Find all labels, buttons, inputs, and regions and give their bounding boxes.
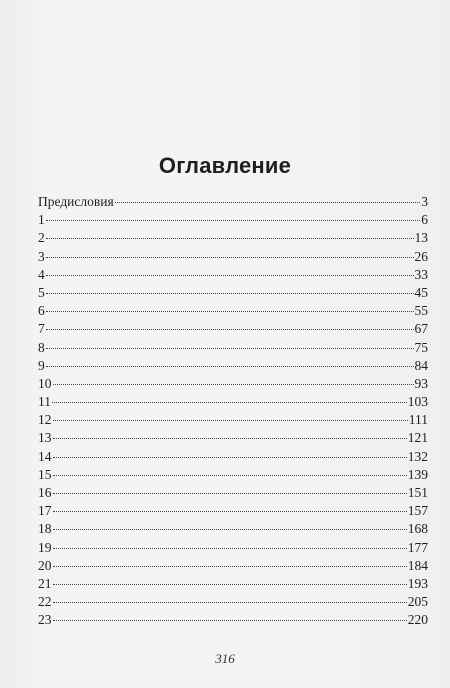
toc-entry-label: 12 — [38, 412, 52, 428]
toc-entry-label: 13 — [38, 430, 52, 446]
toc-entry-label: 21 — [38, 575, 52, 591]
toc-entry-page: 157 — [407, 503, 428, 519]
toc-entry-page: 205 — [407, 594, 428, 610]
toc-entry-label: 11 — [38, 394, 51, 410]
toc-entry-page: 121 — [407, 430, 428, 446]
toc-entry-label: 3 — [38, 248, 45, 264]
dot-leader — [115, 202, 421, 203]
dot-leader — [46, 293, 414, 294]
toc-entry-label: 4 — [38, 266, 45, 282]
dot-leader — [46, 238, 414, 239]
toc-entry — [38, 448, 428, 466]
toc-entry-page: 220 — [407, 612, 428, 628]
toc-entry-label: 7 — [38, 321, 45, 337]
toc-entry-label: Предисловия — [38, 194, 114, 209]
toc-entry-page: 45 — [414, 284, 428, 300]
toc-entry-label: 5 — [38, 284, 45, 300]
toc-entry-page: 26 — [414, 248, 428, 264]
toc-entry — [38, 411, 428, 429]
dot-leader — [53, 620, 407, 621]
toc-entry — [38, 375, 428, 393]
toc-entry — [38, 320, 428, 338]
toc-entry-label: 14 — [38, 448, 52, 464]
dot-leader — [53, 475, 407, 476]
toc-entry — [38, 266, 428, 284]
toc-entry — [38, 502, 428, 520]
dot-leader — [46, 275, 414, 276]
toc-entry-page: 84 — [414, 357, 428, 373]
toc-entry — [38, 302, 428, 320]
toc-entry-page: 13 — [414, 230, 428, 246]
toc-entry-page: 67 — [414, 321, 428, 337]
dot-leader — [53, 584, 407, 585]
toc-entry — [38, 539, 428, 557]
toc-entry-page: 3 — [421, 194, 428, 209]
toc-entry-page: 33 — [414, 266, 428, 282]
toc-entry — [38, 593, 428, 611]
toc-entry-label: 18 — [38, 521, 52, 537]
dot-leader — [46, 329, 414, 330]
toc-entry-label: 2 — [38, 230, 45, 246]
toc-entry-page: 168 — [407, 521, 428, 537]
toc-entry-page: 193 — [407, 575, 428, 591]
toc-entry-page: 151 — [407, 485, 428, 500]
toc-entry-label: 9 — [38, 357, 45, 373]
toc-entry-label: 6 — [38, 303, 45, 319]
toc-entry-label: 20 — [38, 557, 52, 573]
toc-entry-page: 111 — [408, 412, 428, 428]
toc-entry-label: 10 — [38, 375, 52, 391]
dot-leader — [52, 402, 407, 403]
toc-entry — [38, 339, 428, 357]
toc-entry — [38, 611, 428, 629]
toc-entry-page: 93 — [414, 375, 428, 391]
toc-entry — [38, 211, 428, 229]
dot-leader — [53, 548, 407, 549]
toc-entry-page: 103 — [407, 394, 428, 410]
toc-entry — [38, 466, 428, 484]
toc-entry-page: 184 — [407, 557, 428, 573]
toc-entry-label: 23 — [38, 612, 52, 628]
toc-entry-label: 22 — [38, 594, 52, 610]
toc-entry — [38, 357, 428, 375]
table-of-contents — [38, 193, 428, 630]
dot-leader — [53, 420, 408, 421]
dot-leader — [53, 511, 407, 512]
page-title: Оглавление — [158, 153, 292, 178]
dot-leader — [46, 348, 414, 349]
dot-leader — [46, 366, 414, 367]
toc-entry-label: 8 — [38, 339, 45, 355]
toc-entry-label: 1 — [38, 212, 45, 228]
toc-entry — [38, 575, 428, 593]
toc-entry-label: 15 — [38, 466, 52, 482]
dot-leader — [46, 257, 414, 258]
dot-leader — [53, 493, 407, 494]
toc-entry — [38, 429, 428, 447]
toc-entry — [38, 484, 428, 502]
toc-entry-label: 19 — [38, 539, 52, 555]
dot-leader — [53, 602, 407, 603]
toc-entry-page: 75 — [414, 339, 428, 355]
toc-entry — [38, 284, 428, 302]
toc-entry-page: 139 — [407, 466, 428, 482]
dot-leader — [53, 529, 407, 530]
page-number: 316 — [215, 651, 235, 666]
toc-entry-page: 6 — [421, 212, 428, 228]
dot-leader — [46, 220, 421, 221]
toc-entry — [38, 393, 428, 411]
toc-entry-label: 17 — [38, 503, 52, 519]
toc-entry-page: 132 — [407, 448, 428, 464]
toc-entry — [38, 557, 428, 575]
dot-leader — [46, 311, 414, 312]
toc-entry-page: 55 — [414, 303, 428, 319]
toc-entry — [38, 520, 428, 538]
toc-entry — [38, 248, 428, 266]
toc-entry-page: 177 — [407, 539, 428, 555]
dot-leader — [53, 384, 414, 385]
dot-leader — [53, 438, 407, 439]
dot-leader — [53, 457, 407, 458]
toc-entry — [38, 229, 428, 247]
toc-entry — [38, 193, 428, 211]
toc-entry-label: 16 — [38, 485, 52, 500]
dot-leader — [53, 566, 407, 567]
